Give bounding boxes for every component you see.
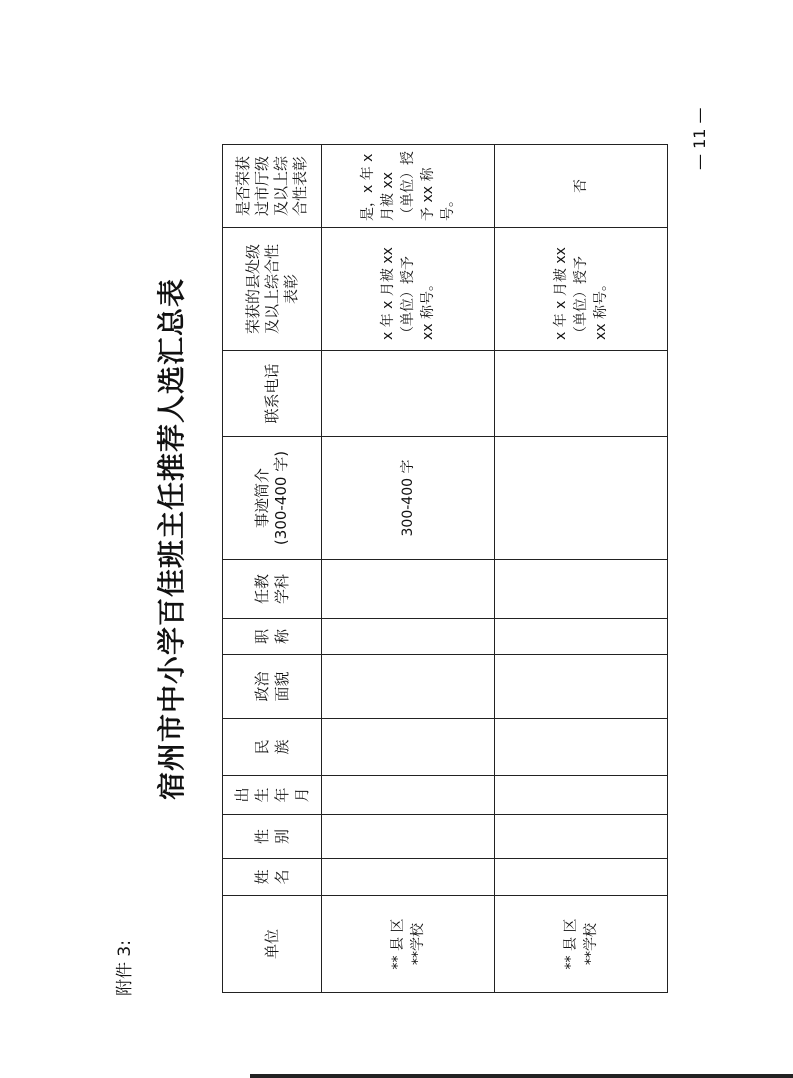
table-row xyxy=(495,145,668,993)
scan-edge-divider xyxy=(250,1074,793,1078)
cell-name xyxy=(495,859,668,896)
cell-gender xyxy=(322,815,495,859)
table-header-row xyxy=(223,145,322,993)
cell-county-award: x 年 x 月被 xx （单位）授予 xx 称号。 xyxy=(322,228,495,351)
cell-phone xyxy=(322,351,495,437)
header-city-award: 是否荣获过市厅级及以上综合性表彰 xyxy=(223,145,322,228)
cell-birth xyxy=(495,776,668,815)
page-number: — 11 — xyxy=(690,107,709,170)
cell-name xyxy=(322,859,495,896)
header-unit: 单位 xyxy=(223,896,322,993)
header-county-award: 荣获的县处级及以上综合性表彰 xyxy=(223,228,322,351)
page-title: 宿州市中小学百佳班主任推荐人选汇总表 xyxy=(155,278,188,801)
header-gender: 性别 xyxy=(223,815,322,859)
cell-subject xyxy=(495,560,668,619)
table-row xyxy=(322,145,495,993)
header-phone: 联系电话 xyxy=(223,351,322,437)
cell-gender xyxy=(495,815,668,859)
header-ethnicity: 民族 xyxy=(223,719,322,776)
header-title-rank: 职称 xyxy=(223,619,322,655)
cell-county-award: x 年 x 月被 xx （单位）授予 xx 称号。 xyxy=(495,228,668,351)
cell-political xyxy=(495,655,668,719)
header-name: 姓名 xyxy=(223,859,322,896)
cell-ethnicity xyxy=(322,719,495,776)
summary-table-wrapper xyxy=(222,145,668,993)
cell-political xyxy=(322,655,495,719)
header-subject: 任教学科 xyxy=(223,560,322,619)
header-birth: 出生年月 xyxy=(223,776,322,815)
cell-unit: ** 县 区 **学校 xyxy=(322,896,495,993)
header-deeds: 事迹简介(300-400 字) xyxy=(223,437,322,560)
cell-city-award: 是，x 年 x 月被 xx（单位）授予 xx 称号。 xyxy=(322,145,495,228)
cell-deeds: 300-400 字 xyxy=(322,437,495,560)
cell-city-award: 否 xyxy=(495,145,668,228)
cell-subject xyxy=(322,560,495,619)
attachment-label: 附件 3: xyxy=(115,940,135,996)
cell-unit: ** 县 区 **学校 xyxy=(495,896,668,993)
summary-table xyxy=(222,144,668,993)
cell-ethnicity xyxy=(495,719,668,776)
cell-deeds xyxy=(495,437,668,560)
cell-birth xyxy=(322,776,495,815)
cell-title-rank xyxy=(495,619,668,655)
header-political: 政治面貌 xyxy=(223,655,322,719)
cell-phone xyxy=(495,351,668,437)
cell-title-rank xyxy=(322,619,495,655)
